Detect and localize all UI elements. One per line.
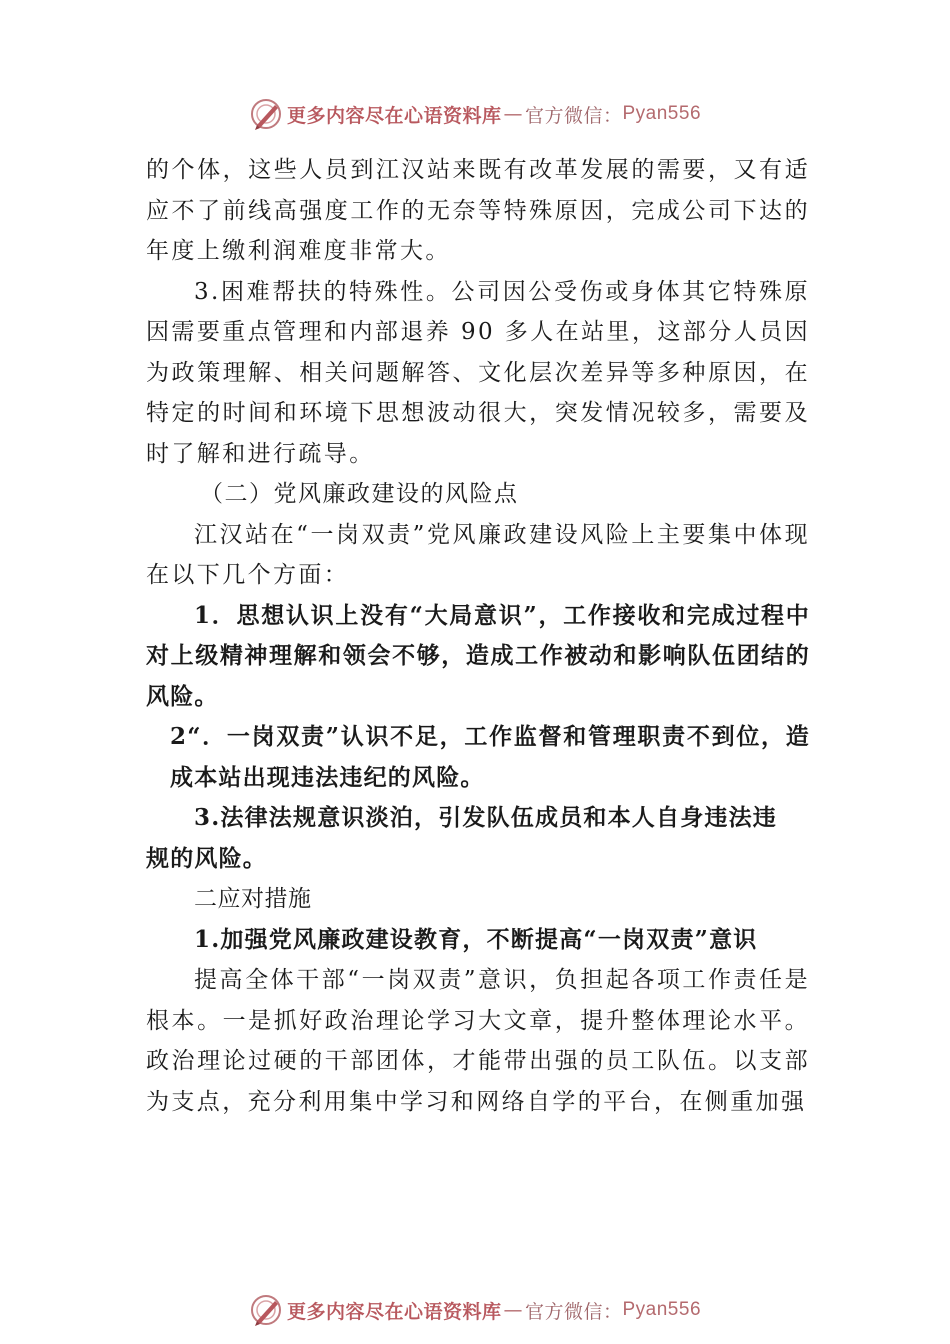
watermark-wechat-id: Pyan556 [622, 1299, 702, 1320]
risk-item-3-line2: 规的风险。 [146, 844, 267, 872]
watermark-dash: — [503, 103, 523, 125]
heading-countermeasures: 二应对措施 [194, 886, 312, 912]
measure-item-1-heading: 1.加强党风廉政建设教育，不断提高“一岗双责”意识 [194, 925, 758, 953]
paragraph-measure-1: 提高全体干部“一岗双责”意识，负担起各项工作责任是根本。一是抓好政治理论学习大文章，提升整体理论水平。政治理论过硬的干部团体，才能带出强的员工队伍。以支部为支点，充分利用集中学习和网络自学的平台，在侧重加强 [146, 967, 810, 1115]
watermark-brand: 更多内容尽在心语资料库 [286, 104, 502, 127]
watermark-official-label: 官方微信： [524, 104, 623, 127]
watermark-wechat-id: Pyan556 [622, 103, 702, 124]
subheading-risk-points: （二）党风廉政建设的风险点 [200, 481, 519, 507]
paragraph-risk-intro: 江汉站在“一岗双责”党风廉政建设风险上主要集中体现在以下几个方面： [146, 521, 810, 588]
watermark-top [0, 96, 950, 132]
risk-item-2: 2“．一岗双责”认识不足，工作监督和管理职责不到位，造成本站出现违法违纪的风险。 [170, 723, 810, 791]
watermark-brand: 更多内容尽在心语资料库 [286, 1300, 502, 1323]
risk-item-3-line1: 3.法律法规意识淡泊，引发队伍成员和本人自身违法违 [194, 804, 778, 831]
paragraph-continuation: 的个体，这些人员到江汉站来既有改革发展的需要，又有适应不了前线高强度工作的无奈等特殊原因，完成公司下达的年度上缴利润难度非常大。 [146, 157, 810, 264]
document-body [146, 150, 810, 1122]
pen-logo-icon [249, 97, 283, 131]
watermark-official-label: 官方微信： [524, 1300, 623, 1323]
watermark-bottom [0, 1292, 950, 1328]
pen-logo-icon [249, 1293, 283, 1327]
paragraph-difficulty-assistance: 3.困难帮扶的特殊性。公司因公受伤或身体其它特殊原因需要重点管理和内部退养 90 多人在站里，这部分人员因为政策理解、相关问题解答、文化层次差异等多种原因，在特定的时间和环境下思想波动很大，突发情况较多，需要及时了解和进行疏导。 [146, 278, 810, 467]
watermark-dash: — [503, 1299, 523, 1321]
risk-item-1: 1．思想认识上没有“大局意识”，工作接收和完成过程中对上级精神理解和领会不够，造成工作被动和影响队伍团结的风险。 [146, 601, 810, 710]
